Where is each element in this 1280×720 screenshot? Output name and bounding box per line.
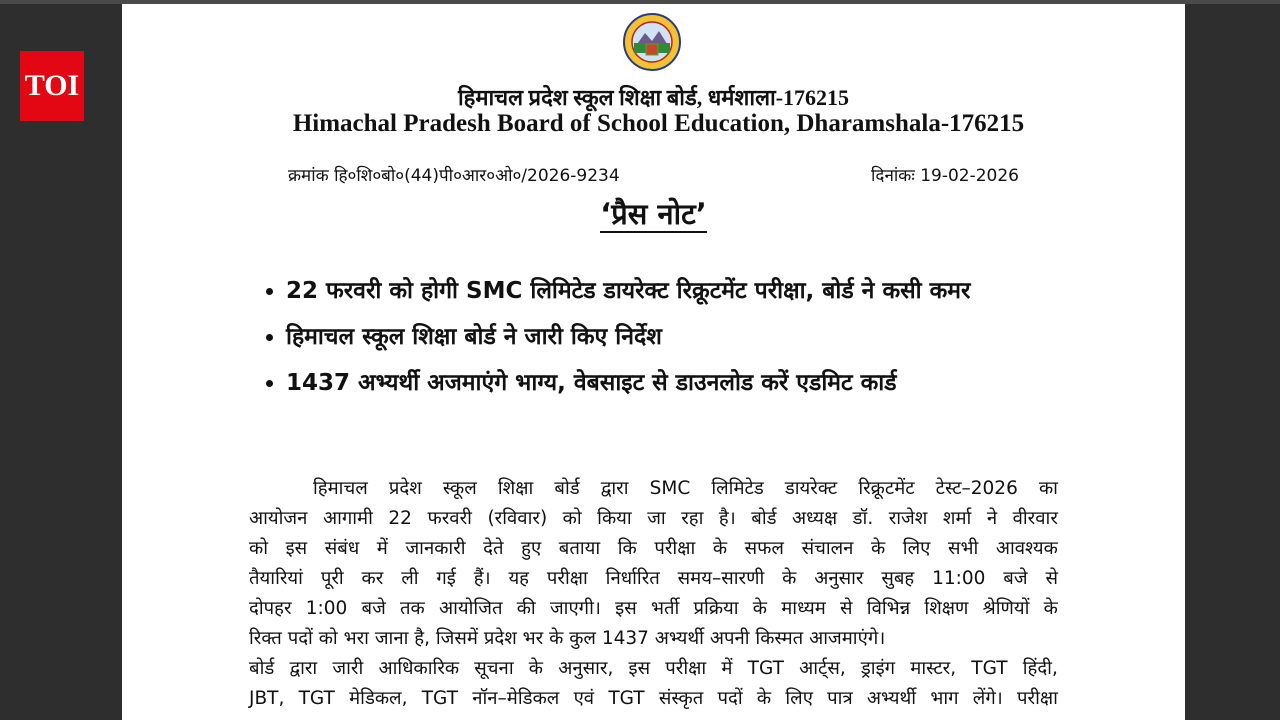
word: है। xyxy=(718,508,736,529)
body-text xyxy=(249,474,1058,714)
word: ने xyxy=(986,508,998,529)
word: परीक्षा xyxy=(1017,688,1058,709)
word: संबंध xyxy=(324,538,360,559)
word: TGT xyxy=(421,688,458,709)
word: के xyxy=(528,658,544,679)
word: जानकारी xyxy=(405,538,466,559)
word: टेस्ट–2026 xyxy=(935,478,1018,499)
word: में xyxy=(376,538,388,559)
word: सूचना xyxy=(474,658,514,679)
body-line xyxy=(249,564,1058,594)
header-hindi: हिमाचल प्रदेश स्कूल शिक्षा बोर्ड, धर्मशाला-176215 xyxy=(457,85,850,110)
body-line xyxy=(249,504,1058,534)
word: प्रदेश xyxy=(388,478,422,499)
word: (रविवार) xyxy=(487,508,548,529)
word: शिक्षा xyxy=(497,478,534,499)
word: की xyxy=(516,598,536,619)
word: आयोजित xyxy=(439,598,503,619)
header-english: Himachal Pradesh Board of School Education, Dharamshala-176215 xyxy=(292,110,1025,137)
word: बजे xyxy=(361,598,386,619)
word: संचालन xyxy=(801,538,854,559)
word: के xyxy=(756,688,772,709)
word: SMC xyxy=(649,478,691,499)
word: 22 xyxy=(388,508,412,529)
word: इस xyxy=(285,538,308,559)
word: के xyxy=(871,538,886,559)
press-note-title: ‘प्रैस नोट’ xyxy=(600,197,707,231)
word: तक xyxy=(400,598,425,619)
word: अनुसार xyxy=(814,568,864,589)
word: विभिन्न xyxy=(866,598,911,619)
body-line xyxy=(249,474,1058,504)
word: आगामी xyxy=(322,508,373,529)
word: वीरवार xyxy=(1012,508,1058,529)
word: इस xyxy=(615,598,637,619)
word: मास्टर, xyxy=(910,658,957,679)
word: आर्ट्स, xyxy=(799,658,846,679)
word: का xyxy=(1038,478,1058,499)
word: रहा xyxy=(681,508,704,529)
word: के xyxy=(782,568,797,589)
word: सफल xyxy=(744,538,784,559)
word: द्वारा xyxy=(600,478,629,499)
word: से xyxy=(840,598,853,619)
word: हैं। xyxy=(473,568,491,589)
word: बोर्ड xyxy=(249,658,275,679)
word: आधिकारिक xyxy=(378,658,460,679)
word: के xyxy=(712,538,728,559)
document-page xyxy=(122,4,1185,720)
word: लिए xyxy=(902,538,931,559)
word: तैयारियां xyxy=(249,568,303,589)
word: किया xyxy=(597,508,632,529)
word: द्वारा xyxy=(289,658,318,679)
word: TGT xyxy=(608,688,645,709)
word: फरवरी xyxy=(427,508,472,529)
word: हिंदी, xyxy=(1022,658,1058,679)
word: रिक्रूटमेंट xyxy=(858,478,915,499)
toi-logo: TOI xyxy=(20,51,84,121)
word: में xyxy=(721,658,733,679)
word: डायरेक्ट xyxy=(784,478,838,499)
word: लिमिटेड xyxy=(711,478,764,499)
word: भाग xyxy=(930,688,959,709)
word: TGT xyxy=(971,658,1008,679)
word: ड्राइंग xyxy=(860,658,896,679)
word: मेडिकल, xyxy=(349,688,408,709)
board-emblem-logo xyxy=(619,13,685,71)
word: अभ्यर्थी xyxy=(866,688,917,709)
word: माध्यम xyxy=(781,598,826,619)
word: बताया xyxy=(558,538,601,559)
word: हिमाचल xyxy=(313,478,368,499)
word: के xyxy=(752,598,767,619)
word: कि xyxy=(617,538,637,559)
word: लिए xyxy=(785,688,813,709)
word: बोर्ड xyxy=(751,508,777,529)
body-line xyxy=(249,594,1058,624)
word: हुए xyxy=(521,538,542,559)
word: 11:00 xyxy=(932,568,986,589)
word: दोपहर xyxy=(249,598,292,619)
word: परीक्षा xyxy=(665,658,707,679)
word: शिक्षण xyxy=(924,598,969,619)
reference-number: क्रमांक हि०शि०बो०(44)पी०आर०ओ०/2026-9234 xyxy=(288,166,620,186)
word: गई xyxy=(436,568,456,589)
word: के xyxy=(1043,598,1058,619)
word: शर्मा xyxy=(942,508,972,529)
word: पात्र xyxy=(827,688,853,709)
word: को xyxy=(249,538,268,559)
word: JBT, xyxy=(249,688,285,709)
body-line xyxy=(249,654,1058,684)
word: कर xyxy=(361,568,384,589)
word: ली xyxy=(401,568,419,589)
body-line: रिक्त पदों को भरा जाना है, जिसमें प्रदेश भर के कुल 1437 अभ्यर्थी अपनी किस्मत आजमाएंगे। xyxy=(249,628,886,649)
word: आयोजन xyxy=(249,508,308,529)
word: आवश्यक xyxy=(995,538,1058,559)
word: नॉन–मेडिकल xyxy=(472,688,560,709)
word: TGT xyxy=(298,688,335,709)
word: भर्ती xyxy=(650,598,680,619)
word: लेंगे। xyxy=(972,688,1003,709)
word: बजे xyxy=(1003,568,1028,589)
word: सभी xyxy=(947,538,979,559)
word: को xyxy=(562,508,582,529)
word: समय–सारणी xyxy=(677,568,765,589)
word: जारी xyxy=(332,658,364,679)
highlight-item: • 1437 अभ्यर्थी अजमाएंगे भाग्य, वेबसाइट से डाउनलोड करें एडमिट कार्ड xyxy=(286,364,1094,402)
highlights-list xyxy=(254,272,1094,410)
word: अध्यक्ष xyxy=(792,508,838,529)
body-line xyxy=(249,534,1058,564)
word: पूरी xyxy=(320,568,344,589)
word: संस्कृत xyxy=(658,688,704,709)
highlight-item: • हिमाचल स्कूल शिक्षा बोर्ड ने जारी किए निर्देश xyxy=(286,318,1094,356)
word: एवं xyxy=(573,688,595,709)
word: जाएगी। xyxy=(549,598,601,619)
body-line xyxy=(249,684,1058,714)
word: अनुसार, xyxy=(558,658,614,679)
word: राजेश xyxy=(888,508,928,529)
document-date: दिनांकः 19-02-2026 xyxy=(871,166,1019,186)
word: देते xyxy=(483,538,504,559)
word: प्रक्रिया xyxy=(693,598,739,619)
word: 1:00 xyxy=(305,598,348,619)
word: सुबह xyxy=(881,568,915,589)
word: से xyxy=(1045,568,1058,589)
word: स्कूल xyxy=(442,478,477,499)
word: परीक्षा xyxy=(654,538,696,559)
word: श्रेणियों xyxy=(982,598,1030,619)
word: बोर्ड xyxy=(554,478,580,499)
word: निर्धारित xyxy=(605,568,660,589)
word: यह xyxy=(508,568,530,589)
word: पदों xyxy=(717,688,743,709)
word: डॉ. xyxy=(852,508,874,529)
word: TGT xyxy=(747,658,784,679)
word: इस xyxy=(628,658,651,679)
word: जा xyxy=(647,508,666,529)
word: परीक्षा xyxy=(546,568,588,589)
highlight-item: • 22 फरवरी को होगी SMC लिमिटेड डायरेक्ट रिक्रूटमेंट परीक्षा, बोर्ड ने कसी कमर xyxy=(286,272,1094,310)
